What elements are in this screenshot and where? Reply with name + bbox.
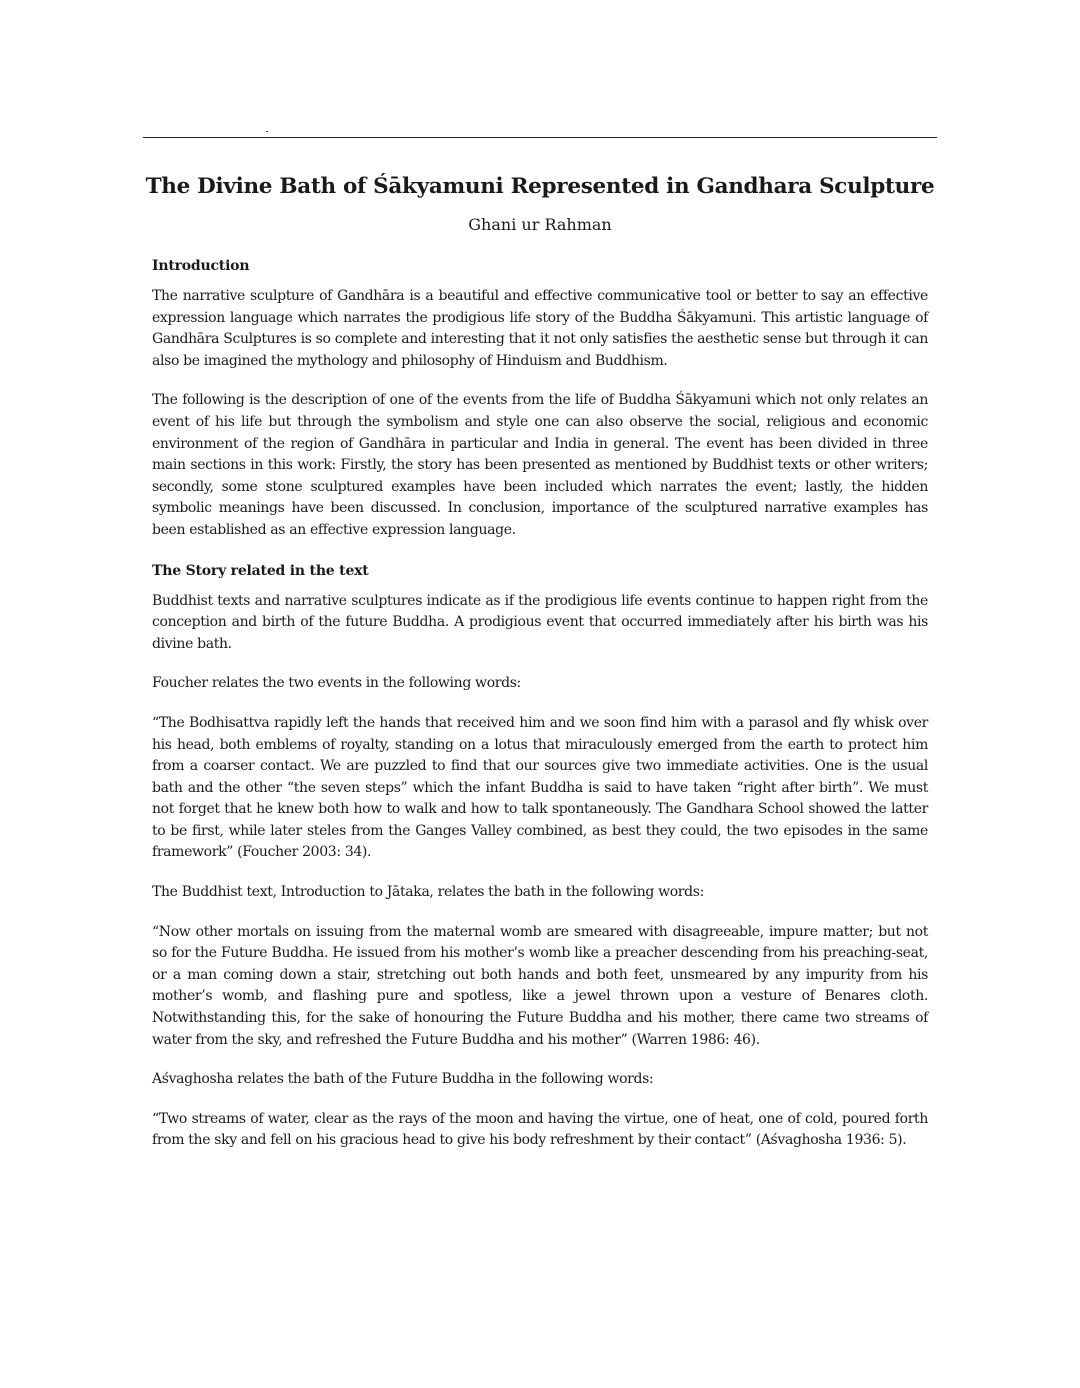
foucher-quote: “The Bodhisattva rapidly left the hands that received him and we soon find him with a parasol and fly whisk over his head, both emblems of royalty, standing on a lotus that miraculously emerged from the earth to protect him from a coarser contact. We are puzzled to find that our sources give two immediate activities. One is the usual bath and the other “the seven steps” which the infant Buddha is said to have taken “right after birth”. We must not forget that he knew both how to walk and how to talk spontaneously. The Gandhara School showed the latter to be first, while later steles from the Ganges Valley combined, as best they could, the two episodes in the same framework” (Foucher 2003: 34). bbox=[152, 714, 928, 861]
story-paragraph-6: Aśvaghosha relates the bath of the Future Buddha in the following words: bbox=[152, 1071, 654, 1088]
header-rule bbox=[143, 137, 937, 138]
section-heading-story: The Story related in the text bbox=[152, 562, 369, 579]
asvaghosha-quote: “Two streams of water, clear as the rays of the moon and having the virtue, one of heat, one of cold, poured forth from the sky and fell on his gracious head to give his body refreshment by their contact” (Aśvaghosha 1936: 5). bbox=[152, 1110, 928, 1149]
intro-paragraph-1: The narrative sculpture of Gandhāra is a beautiful and effective communicative tool or better to say an effective expression language which narrates the prodigious life story of the Buddha Śākyamuni. This artistic language of Gandhāra Sculptures is so complete and interesting that it not only satisfies the aesthetic sense but through it can also be imagined the mythology and philosophy of Hinduism and Buddhism. bbox=[152, 288, 928, 369]
story-paragraph-1: Buddhist texts and narrative sculptures indicate as if the prodigious life events continue to happen right from the conception and birth of the future Buddha. A prodigious event that occurred immediately after his birth was his divine bath. bbox=[152, 592, 928, 652]
story-paragraph-2: Foucher relates the two events in the following words: bbox=[152, 675, 521, 692]
author-name: Ghani ur Rahman bbox=[468, 215, 612, 234]
story-paragraph-4: The Buddhist text, Introduction to Jātaka, relates the bath in the following words: bbox=[152, 884, 704, 901]
section-heading-introduction: Introduction bbox=[152, 258, 250, 274]
paper-title: The Divine Bath of Śākyamuni Represented in Gandhara Sculpture bbox=[145, 174, 935, 199]
intro-paragraph-2: The following is the description of one of the events from the life of Buddha Śākyamuni which not only relates an event of his life but through the symbolism and style one can also observe the social, religious and economic environment of the region of Gandhāra in particular and India in general. The event has been divided in three main sections in this work: Firstly, the story has been presented as mentioned by Buddhist texts or other writers; secondly, some stone sculptured examples have been included which narrates the event; lastly, the hidden symbolic meanings have been discussed. In conclusion, importance of the sculptured narrative examples has been established as an effective expression language. bbox=[152, 392, 928, 538]
paper-body bbox=[152, 255, 928, 1170]
rule-mark bbox=[266, 131, 268, 132]
jataka-quote: “Now other mortals on issuing from the maternal womb are smeared with disagreeable, impure matter; but not so for the Future Buddha. He issued from his mother’s womb like a preacher descending from his preaching-seat, or a man coming down a stair, stretching out both hands and both feet, unsmeared by any impurity from his mother’s womb, and flashing pure and spotless, like a jewel thrown upon a vesture of Benares cloth. Notwithstanding this, for the sake of honouring the Future Buddha and his mother, there came two streams of water from the sky, and refreshed the Future Buddha and his mother” (Warren 1986: 46). bbox=[152, 923, 928, 1048]
